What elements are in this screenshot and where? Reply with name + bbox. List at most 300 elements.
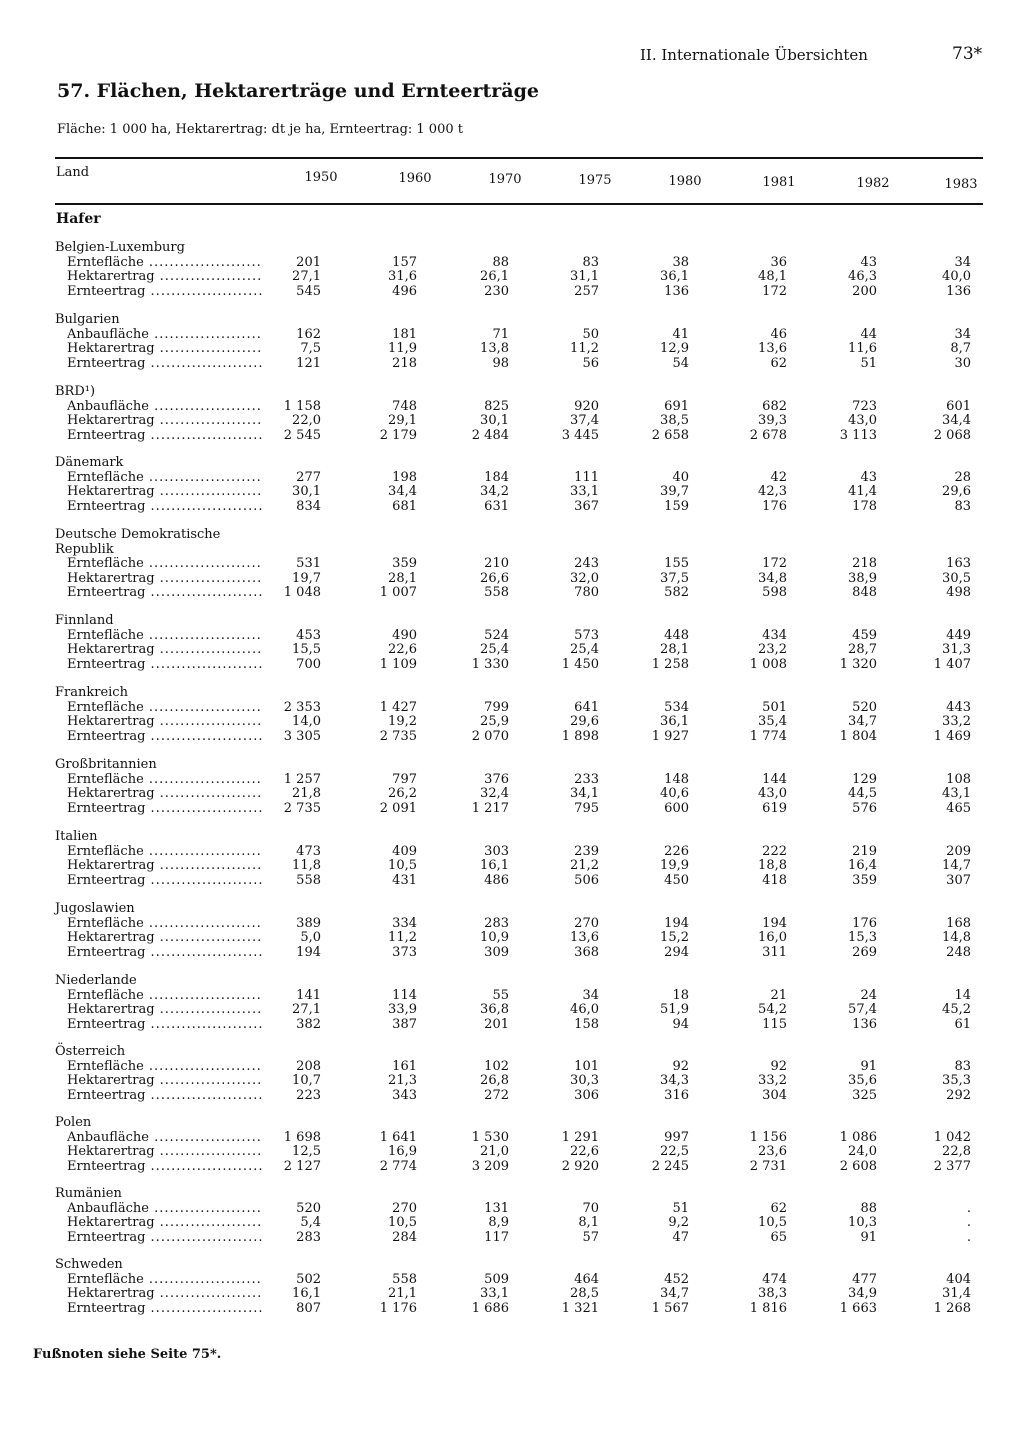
table-cell: 44 (860, 326, 877, 342)
table-cell: 2 774 (379, 1158, 417, 1174)
table-cell: 83 (954, 1058, 971, 1074)
table-cell: 181 (392, 326, 417, 342)
table-cell: 2 091 (379, 800, 417, 816)
table-cell: 1 086 (839, 1129, 877, 1145)
table-cell: 91 (860, 1058, 877, 1074)
table-cell: 114 (392, 987, 417, 1003)
table-cell: 682 (762, 398, 787, 414)
table-cell: 21,2 (570, 858, 599, 873)
table-cell: 307 (946, 872, 971, 888)
table-cell: 218 (392, 355, 417, 371)
table-cell: 1 450 (561, 656, 599, 672)
table-cell: 10,5 (388, 1215, 417, 1230)
country-block (55, 830, 983, 888)
table-cell: 306 (574, 1087, 599, 1103)
table-header-rule (55, 203, 983, 205)
table-row (55, 270, 983, 285)
table-cell: 30 (954, 355, 971, 371)
table-cell: 39,3 (758, 413, 787, 428)
table-cell: 38,3 (758, 1286, 787, 1301)
country-name: Deutsche Demokratische (55, 527, 221, 542)
table-cell: 16,9 (388, 1144, 417, 1159)
table-cell: 33,1 (570, 484, 599, 499)
table-cell: 619 (762, 800, 787, 816)
table-row (55, 285, 983, 300)
year-header: 1960 (398, 171, 432, 186)
table-row (55, 1131, 983, 1146)
table-cell: 129 (852, 771, 877, 787)
table-cell: 23,6 (758, 1144, 787, 1159)
measure-label: Hektarertrag ..... (67, 931, 263, 946)
table-cell: 269 (852, 944, 877, 960)
table-cell: 748 (392, 398, 417, 414)
table-cell: 40 (672, 469, 689, 485)
table-cell: 30,3 (570, 1073, 599, 1088)
table-cell: 22,6 (388, 642, 417, 657)
table-cell: 477 (852, 1271, 877, 1287)
table-cell: 54 (672, 355, 689, 371)
table-cell: 30,5 (942, 570, 971, 586)
measure-label: Anbaufläche ..... (67, 1202, 263, 1217)
table-cell: 531 (296, 556, 321, 571)
table-cell: 14,7 (942, 858, 971, 873)
table-cell: 239 (574, 843, 599, 859)
table-cell: 136 (664, 283, 689, 299)
table-cell: 2 070 (471, 728, 509, 744)
table-cell: 459 (852, 627, 877, 643)
table-cell: 92 (770, 1058, 787, 1074)
page-number: 73* (952, 44, 983, 64)
table-cell: 316 (664, 1087, 689, 1103)
table-cell: 582 (664, 585, 689, 600)
table-cell: 367 (574, 498, 599, 514)
table-cell: 34 (582, 987, 599, 1003)
table-cell: 62 (770, 355, 787, 371)
table-cell: 91 (860, 1229, 877, 1245)
table-row (55, 701, 983, 716)
table-cell: 1 407 (933, 656, 971, 672)
table-cell: 194 (296, 944, 321, 960)
table-cell: 452 (664, 1271, 689, 1287)
table-cell: 56 (582, 355, 599, 371)
table-top-rule (55, 157, 983, 159)
table-cell: 387 (392, 1016, 417, 1032)
table-cell: 16,1 (292, 1286, 321, 1301)
measure-label: Hektarertrag ..... (67, 715, 263, 730)
measure-label: Hektarertrag ..... (67, 572, 263, 587)
country-block (55, 1116, 983, 1174)
table-cell: 25,9 (480, 714, 509, 729)
table-cell: 25,4 (480, 642, 509, 657)
table-cell: 54,2 (758, 1002, 787, 1017)
table-cell: 1 158 (283, 398, 321, 414)
table-cell: 34,2 (480, 484, 509, 499)
table-cell: 601 (946, 398, 971, 414)
table-row (55, 773, 983, 788)
country-block (55, 902, 983, 960)
table-cell: . (966, 1215, 971, 1230)
table-cell: 28,1 (660, 642, 689, 657)
table-row (55, 1231, 983, 1246)
table-title: 57. Flächen, Hektarerträge und Ernteerträge (57, 80, 539, 102)
measure-label: Erntefläche ..... (67, 773, 263, 788)
table-cell: 1 898 (561, 728, 599, 744)
table-cell: 38 (672, 254, 689, 270)
table-cell: 283 (484, 915, 509, 931)
table-cell: 248 (946, 944, 971, 960)
table-cell: 172 (762, 556, 787, 571)
table-row (55, 500, 983, 515)
table-cell: 1 927 (651, 728, 689, 744)
table-cell: 184 (484, 469, 509, 485)
year-header: 1981 (762, 175, 796, 190)
country-name: Frankreich (55, 685, 128, 700)
table-cell: 431 (392, 872, 417, 888)
table-cell: 22,8 (942, 1144, 971, 1159)
table-cell: 1 042 (933, 1129, 971, 1145)
table-cell: 121 (296, 355, 321, 371)
table-cell: 465 (946, 800, 971, 816)
country-name: Jugoslawien (55, 901, 135, 916)
country-name: BRD¹) (55, 384, 96, 399)
table-cell: 42 (770, 469, 787, 485)
table-row (55, 931, 983, 946)
measure-label: Ernteertrag ..... (67, 1018, 263, 1033)
table-cell: 11,2 (570, 341, 599, 356)
table-cell: 230 (484, 283, 509, 299)
table-cell: 270 (392, 1200, 417, 1216)
table-cell: 404 (946, 1271, 971, 1287)
table-cell: 10,5 (388, 858, 417, 873)
table-cell: 631 (484, 498, 509, 514)
table-header-row (55, 165, 983, 195)
table-cell: 1 427 (379, 699, 417, 715)
table-cell: 168 (946, 915, 971, 931)
measure-label: Ernteertrag ..... (67, 1089, 263, 1104)
measure-label: Hektarertrag ..... (67, 1287, 263, 1302)
table-cell: 28,5 (570, 1286, 599, 1301)
measure-label: Ernteertrag ..... (67, 658, 263, 673)
table-row (55, 730, 983, 745)
table-cell: 1 048 (283, 585, 321, 600)
table-cell: 2 179 (379, 427, 417, 443)
table-cell: 41,4 (848, 484, 877, 499)
table-cell: 42,3 (758, 484, 787, 499)
table-cell: 11,6 (848, 341, 877, 356)
table-cell: 691 (664, 398, 689, 414)
country-name: Italien (55, 829, 98, 844)
table-row (55, 471, 983, 486)
year-header: 1970 (488, 172, 522, 187)
table-cell: 16,4 (848, 858, 877, 873)
table-cell: 34,8 (758, 570, 787, 586)
table-cell: 389 (296, 915, 321, 931)
measure-label: Erntefläche ..... (67, 1060, 263, 1075)
table-cell: 141 (296, 987, 321, 1003)
section-title: Hafer (56, 211, 101, 227)
country-block (55, 456, 983, 514)
table-cell: 57 (582, 1229, 599, 1245)
table-cell: 2 127 (283, 1158, 321, 1174)
table-cell: 807 (296, 1300, 321, 1316)
table-cell: 36,8 (480, 1002, 509, 1017)
table-cell: 1 109 (379, 656, 417, 672)
table-cell: 520 (296, 1200, 321, 1216)
measure-label: Hektarertrag ..... (67, 1003, 263, 1018)
table-cell: 1 321 (561, 1300, 599, 1316)
measure-label: Erntefläche ..... (67, 917, 263, 932)
table-row (55, 256, 983, 271)
table-row (55, 1060, 983, 1075)
table-cell: 45,2 (942, 1002, 971, 1017)
table-cell: 94 (672, 1016, 689, 1032)
measure-label: Erntefläche ..... (67, 845, 263, 860)
table-cell: 22,6 (570, 1144, 599, 1159)
table-cell: 27,1 (292, 1002, 321, 1017)
table-cell: 418 (762, 872, 787, 888)
measure-label: Erntefläche ..... (67, 989, 263, 1004)
table-cell: 44,5 (848, 786, 877, 801)
table-cell: 558 (484, 585, 509, 600)
table-cell: 825 (484, 398, 509, 414)
table-cell: 34 (954, 326, 971, 342)
table-cell: 10,5 (758, 1215, 787, 1230)
measure-label: Ernteertrag ..... (67, 946, 263, 961)
table-cell: 277 (296, 469, 321, 485)
table-cell: 33,2 (758, 1073, 787, 1088)
table-cell: 218 (852, 556, 877, 571)
table-row (55, 557, 983, 572)
measure-label: Hektarertrag ..... (67, 643, 263, 658)
land-column-header: Land (56, 165, 90, 180)
year-header: 1980 (668, 174, 702, 189)
table-cell: 194 (664, 915, 689, 931)
table-cell: 210 (484, 556, 509, 571)
table-cell: 294 (664, 944, 689, 960)
table-cell: 848 (852, 585, 877, 600)
table-cell: 15,5 (292, 642, 321, 657)
country-block (55, 614, 983, 672)
country-name: Republik (55, 541, 114, 557)
table-row (55, 643, 983, 658)
table-cell: 325 (852, 1087, 877, 1103)
table-cell: 21 (770, 987, 787, 1003)
table-cell: 270 (574, 915, 599, 931)
table-cell: 226 (664, 843, 689, 859)
table-cell: 31,6 (388, 269, 417, 284)
table-cell: 368 (574, 944, 599, 960)
table-cell: 1 258 (651, 656, 689, 672)
table-cell: 34,7 (848, 714, 877, 729)
table-row (55, 429, 983, 444)
table-cell: 10,3 (848, 1215, 877, 1230)
table-cell: 795 (574, 800, 599, 816)
table-cell: 136 (852, 1016, 877, 1032)
table-cell: 509 (484, 1271, 509, 1287)
table-row (55, 572, 983, 587)
table-cell: 34 (954, 254, 971, 270)
table-cell: 159 (664, 498, 689, 514)
table-cell: 43 (860, 469, 877, 485)
table-cell: 9,2 (668, 1215, 689, 1230)
table-cell: 600 (664, 800, 689, 816)
table-row (55, 845, 983, 860)
table-row (55, 1160, 983, 1175)
table-cell: 15,2 (660, 930, 689, 945)
table-cell: 61 (954, 1016, 971, 1032)
table-cell: 700 (296, 656, 321, 672)
table-cell: 111 (574, 469, 599, 485)
table-cell: 55 (492, 987, 509, 1003)
table-cell: 32,0 (570, 570, 599, 586)
table-cell: 29,6 (942, 484, 971, 499)
table-cell: 443 (946, 699, 971, 715)
table-cell: 21,0 (480, 1144, 509, 1159)
table-cell: 257 (574, 283, 599, 299)
table-row (55, 874, 983, 889)
table-cell: 34,1 (570, 786, 599, 801)
table-cell: 2 068 (933, 427, 971, 443)
table-cell: 26,8 (480, 1073, 509, 1088)
measure-label: Hektarertrag ..... (67, 414, 263, 429)
table-row (55, 802, 983, 817)
table-cell: 24,0 (848, 1144, 877, 1159)
table-cell: 473 (296, 843, 321, 859)
measure-label: Hektarertrag ..... (67, 270, 263, 285)
table-cell: 409 (392, 843, 417, 859)
table-cell: 1 176 (379, 1300, 417, 1316)
table-cell: 57,4 (848, 1002, 877, 1017)
table-row (55, 1018, 983, 1033)
table-cell: 13,8 (480, 341, 509, 356)
table-cell: 223 (296, 1087, 321, 1103)
table-cell: 382 (296, 1016, 321, 1032)
table-row (55, 1145, 983, 1160)
country-block (55, 385, 983, 443)
table-cell: 3 305 (283, 728, 321, 744)
table-cell: 8,7 (950, 341, 971, 356)
measure-label: Erntefläche ..... (67, 256, 263, 271)
measure-label: Ernteertrag ..... (67, 1302, 263, 1317)
table-cell: 155 (664, 556, 689, 571)
country-block (55, 528, 983, 601)
table-cell: 997 (664, 1129, 689, 1145)
table-cell: 136 (946, 283, 971, 299)
table-cell: 198 (392, 469, 417, 485)
table-cell: 131 (484, 1200, 509, 1216)
footnote: Fußnoten siehe Seite 75*. (33, 1347, 222, 1362)
table-row (55, 342, 983, 357)
table-cell: 464 (574, 1271, 599, 1287)
table-cell: 40,6 (660, 786, 689, 801)
table-cell: 11,2 (388, 930, 417, 945)
table-cell: 48,1 (758, 269, 787, 284)
table-cell: 1 774 (749, 728, 787, 744)
year-header: 1975 (578, 173, 612, 188)
table-cell: 1 816 (749, 1300, 787, 1316)
measure-label: Ernteertrag ..... (67, 1231, 263, 1246)
table-cell: 834 (296, 498, 321, 514)
table-cell: 1 804 (839, 728, 877, 744)
measure-label: Hektarertrag ..... (67, 1145, 263, 1160)
table-row (55, 1089, 983, 1104)
measure-label: Hektarertrag ..... (67, 342, 263, 357)
table-cell: 1 530 (471, 1129, 509, 1145)
table-cell: 21,1 (388, 1286, 417, 1301)
table-cell: 201 (296, 254, 321, 270)
table-cell: 33,2 (942, 714, 971, 729)
table-cell: 148 (664, 771, 689, 787)
table-cell: 157 (392, 254, 417, 270)
table-cell: 51 (860, 355, 877, 371)
measure-label: Anbaufläche ..... (67, 1131, 263, 1146)
table-cell: 502 (296, 1271, 321, 1287)
table-cell: 31,1 (570, 269, 599, 284)
table-cell: 172 (762, 283, 787, 299)
table-cell: 13,6 (758, 341, 787, 356)
table-cell: 200 (852, 283, 877, 299)
table-cell: 27,1 (292, 269, 321, 284)
table-cell: 88 (860, 1200, 877, 1216)
table-cell: 22,0 (292, 413, 321, 428)
table-cell: 30,1 (480, 413, 509, 428)
table-cell: 43,1 (942, 786, 971, 801)
table-cell: 62 (770, 1200, 787, 1216)
table-cell: 920 (574, 398, 599, 414)
table-cell: 780 (574, 585, 599, 600)
table-row (55, 1074, 983, 1089)
table-cell: 14 (954, 987, 971, 1003)
table-cell: 47 (672, 1229, 689, 1245)
table-cell: . (966, 1229, 971, 1245)
table-cell: 1 008 (749, 656, 787, 672)
table-cell: 506 (574, 872, 599, 888)
table-row (55, 1216, 983, 1231)
table-cell: 101 (574, 1058, 599, 1074)
table-cell: 31,3 (942, 642, 971, 657)
table-cell: 176 (852, 915, 877, 931)
table-cell: 10,7 (292, 1073, 321, 1088)
table-cell: 43 (860, 254, 877, 270)
table-cell: 36 (770, 254, 787, 270)
table-cell: 33,1 (480, 1286, 509, 1301)
table-cell: 1 291 (561, 1129, 599, 1145)
table-cell: 39,7 (660, 484, 689, 499)
table-cell: 2 731 (749, 1158, 787, 1174)
table-cell: 1 686 (471, 1300, 509, 1316)
table-cell: 2 735 (379, 728, 417, 744)
table-cell: . (966, 1200, 971, 1216)
table-cell: 40,0 (942, 269, 971, 284)
table-cell: 450 (664, 872, 689, 888)
table-cell: 498 (946, 585, 971, 600)
table-cell: 1 007 (379, 585, 417, 600)
table-cell: 46,0 (570, 1002, 599, 1017)
table-cell: 10,9 (480, 930, 509, 945)
table-cell: 576 (852, 800, 877, 816)
table-cell: 194 (762, 915, 787, 931)
country-block (55, 313, 983, 371)
table-cell: 71 (492, 326, 509, 342)
table-cell: 51,9 (660, 1002, 689, 1017)
table-cell: 359 (852, 872, 877, 888)
table-cell: 1 567 (651, 1300, 689, 1316)
table-cell: 641 (574, 699, 599, 715)
table-cell: 163 (946, 556, 971, 571)
table-cell: 2 377 (933, 1158, 971, 1174)
table-cell: 3 113 (839, 427, 877, 443)
table-cell: 38,9 (848, 570, 877, 586)
